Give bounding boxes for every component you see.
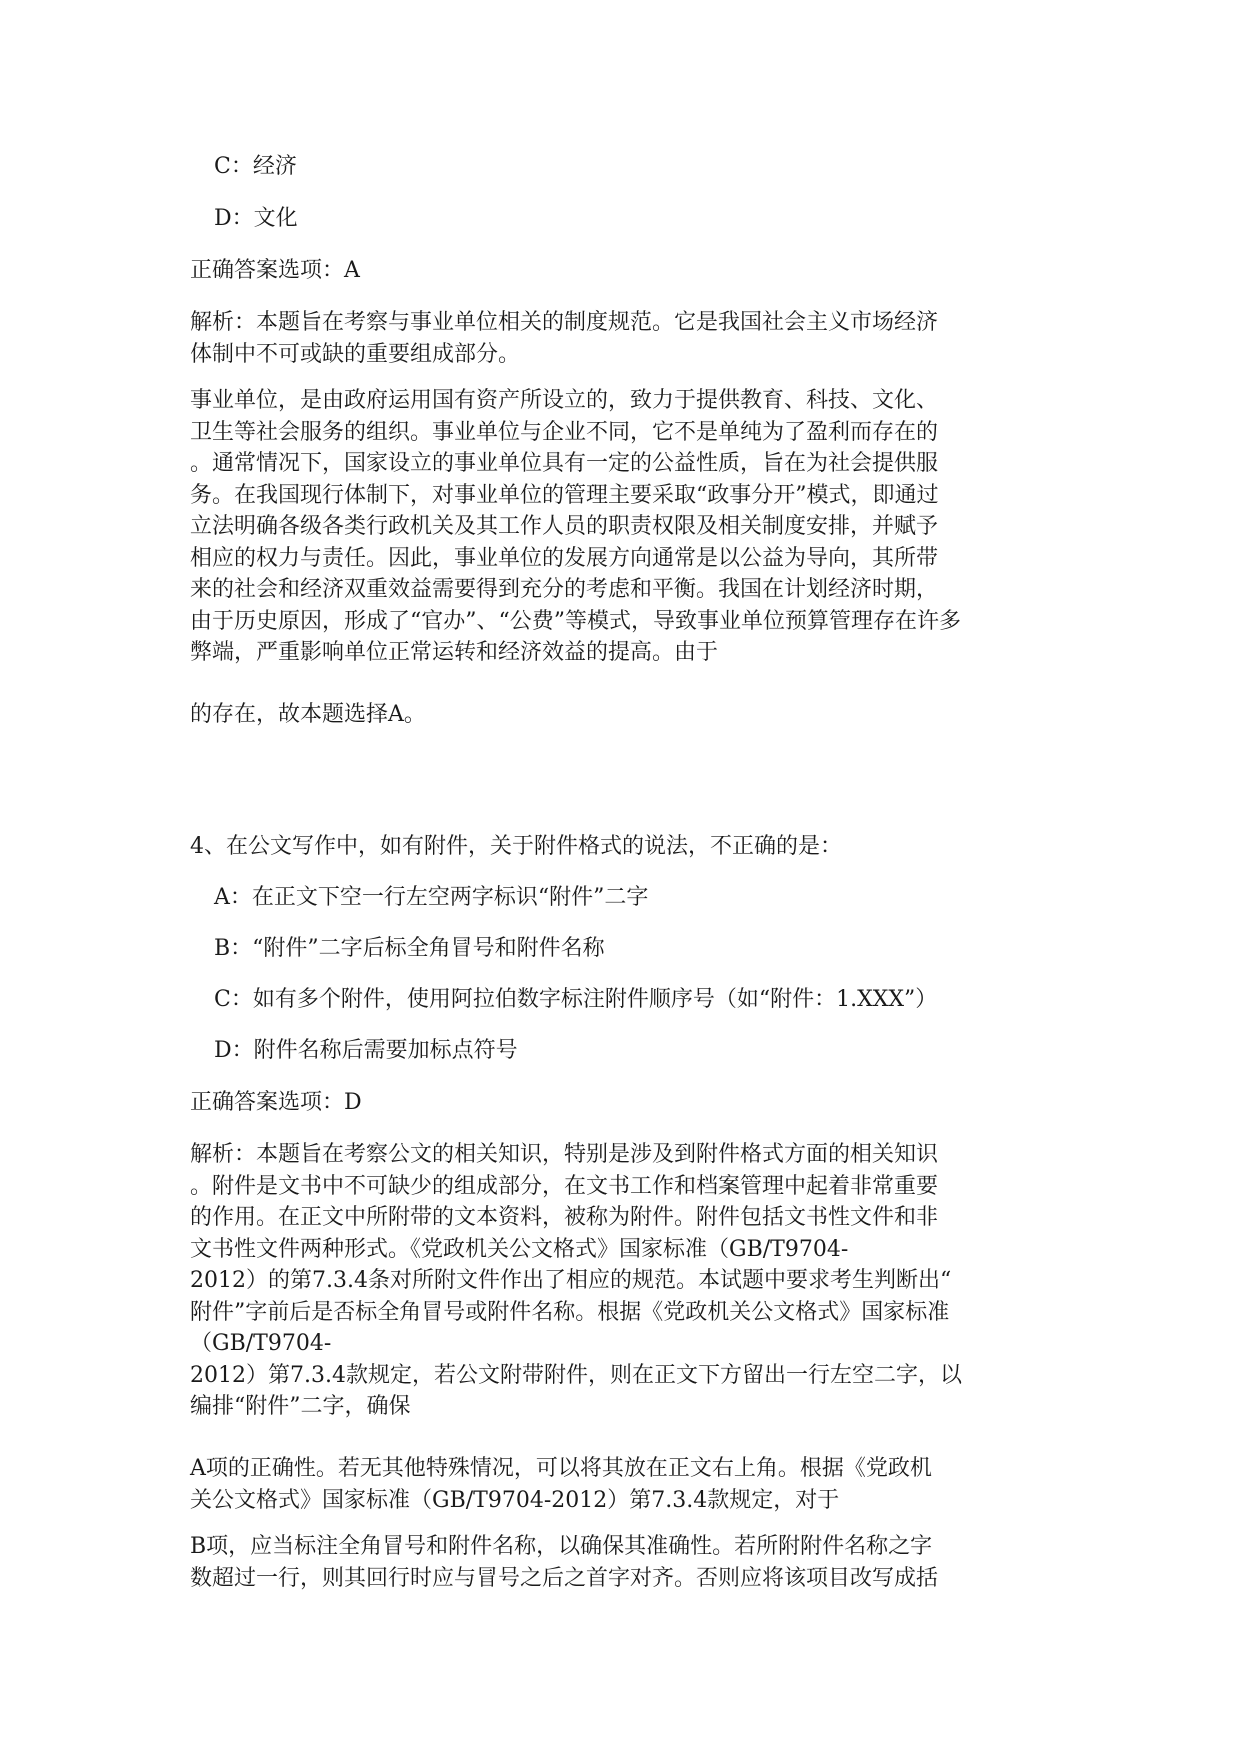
q4-analysis-line: （GB/T9704- xyxy=(190,1331,332,1356)
q3-conclusion: 的存在，故本题选择A。 xyxy=(190,702,426,727)
q3-explanation-line: 相应的权力与责任。因此，事业单位的发展方向通常是以公益为导向，其所带 xyxy=(190,545,939,571)
q4-analysis xyxy=(190,1139,1050,1423)
q3-explanation-line: 卫生等社会服务的组织。事业单位与企业不同，它不是单纯为了盈利而存在的 xyxy=(190,419,939,445)
q4-answer: 正确答案选项：D xyxy=(190,1090,362,1115)
q4-point-b xyxy=(190,1531,1050,1594)
q4-option-a: A：在正文下空一行左空两字标识“附件”二字 xyxy=(214,885,649,910)
q4-point-b-line: 数超过一行，则其回行时应与冒号之后之首字对齐。否则应将该项目改写成括 xyxy=(190,1565,939,1591)
q4-analysis-line: 。附件是文书中不可缺少的组成部分，在文书工作和档案管理中起着非常重要 xyxy=(190,1173,939,1199)
q4-analysis-line: 的作用。在正文中所附带的文本资料，被称为附件。附件包括文书性文件和非 xyxy=(190,1205,939,1230)
q4-analysis-line: 解析：本题旨在考察公文的相关知识，特别是涉及到附件格式方面的相关知识 xyxy=(190,1142,939,1167)
q4-analysis-line: 2012）的第7.3.4条对所附文件作出了相应的规范。本试题中要求考生判断出“ xyxy=(190,1268,952,1293)
q4-analysis-line: 附件”字前后是否标全角冒号或附件名称。根据《党政机关公文格式》国家标准 xyxy=(190,1299,950,1325)
q3-explanation-line: 。通常情况下，国家设立的事业单位具有一定的公益性质，旨在为社会提供服 xyxy=(190,451,939,476)
q4-point-a-line: 关公文格式》国家标准（GB/T9704-2012）第7.3.4款规定，对于 xyxy=(190,1487,840,1513)
q4-point-a xyxy=(190,1453,1050,1516)
q3-explanation-line: 立法明确各级各类行政机关及其工作人员的职责权限及相关制度安排，并赋予 xyxy=(190,514,939,539)
q3-analysis-line: 体制中不可或缺的重要组成部分。 xyxy=(190,341,521,367)
q4-question: 4、在公文写作中，如有附件，关于附件格式的说法，不正确的是： xyxy=(190,834,842,859)
q3-analysis xyxy=(190,307,1050,370)
q4-analysis-line: 2012）第7.3.4款规定，若公文附带附件，则在正文下方留出一行左空二字，以 xyxy=(190,1362,962,1388)
q3-option-c: C：经济 xyxy=(214,154,297,179)
q3-explanation-line: 务。在我国现行体制下，对事业单位的管理主要采取“政事分开”模式，即通过 xyxy=(190,482,939,508)
q4-point-b-line: B项，应当标注全角冒号和附件名称，以确保其准确性。若所附附件名称之字 xyxy=(190,1534,933,1559)
q3-answer: 正确答案选项：A xyxy=(190,258,360,283)
q3-explanation-line: 事业单位，是由政府运用国有资产所设立的，致力于提供教育、科技、文化、 xyxy=(190,388,939,413)
q3-explanation-line: 来的社会和经济双重效益需要得到充分的考虑和平衡。我国在计划经济时期， xyxy=(190,577,939,602)
q4-option-b: B：“附件”二字后标全角冒号和附件名称 xyxy=(214,936,605,961)
q3-option-d: D：文化 xyxy=(214,206,298,231)
q3-analysis-line: 解析：本题旨在考察与事业单位相关的制度规范。它是我国社会主义市场经济 xyxy=(190,310,939,335)
q3-explanation-line: 由于历史原因，形成了“官办”、“公费”等模式，导致事业单位预算管理存在许多 xyxy=(190,608,961,634)
q3-explanation xyxy=(190,385,1050,669)
q4-option-d: D：附件名称后需要加标点符号 xyxy=(214,1038,518,1063)
q4-analysis-line: 编排“附件”二字，确保 xyxy=(190,1394,411,1419)
q4-option-c: C：如有多个附件，使用阿拉伯数字标注附件顺序号（如“附件：1.XXX”） xyxy=(214,987,938,1012)
q4-point-a-line: A项的正确性。若无其他特殊情况，可以将其放在正文右上角。根据《党政机 xyxy=(190,1456,932,1481)
q4-analysis-line: 文书性文件两种形式。《党政机关公文格式》国家标准（GB/T9704- xyxy=(190,1236,849,1262)
q3-explanation-line: 弊端，严重影响单位正常运转和经济效益的提高。由于 xyxy=(190,640,719,665)
